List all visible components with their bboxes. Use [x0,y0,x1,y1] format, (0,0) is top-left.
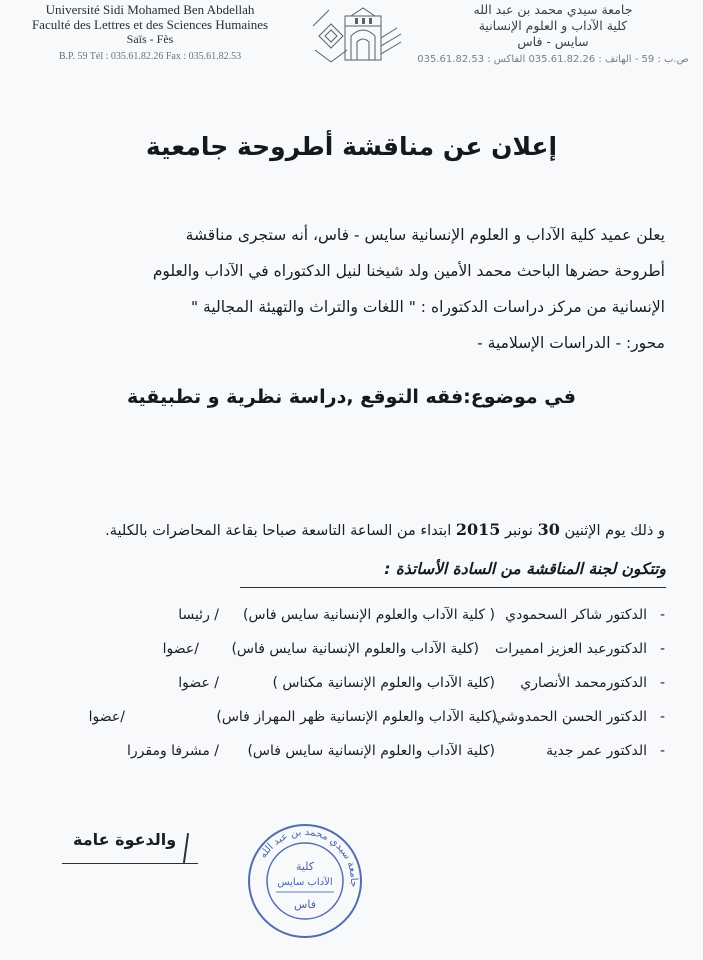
member-institution: (كلية الآداب والعلوم الإنسانية سايس فاس) [247,743,495,759]
member-name: الدكتورعبد العزيز امميرات [495,641,647,657]
member-name: الدكتور عمر جدية [546,743,647,759]
committee-underline [240,587,666,588]
location-fr: Saïs - Fès [126,32,174,46]
member-name: الدكتورمحمد الأنصاري [520,675,647,691]
list-dash: - [659,743,665,759]
stamp-center-line-2: الآداب سايس [277,877,333,888]
member-role: /عضوا [162,641,199,657]
date-month: نونبر [505,523,533,539]
contact-fr: B.P. 59 Tél : 035.61.82.26 Fax : 035.61.82.53 [58,51,242,62]
date-prefix: و ذلك يوم الإثنين [564,523,665,539]
date-year: 2015 [455,520,501,539]
closing-invitation: والدعوة عامة [73,830,177,849]
member-institution: ( كلية الآداب والعلوم الإنسانية سايس فاس) [243,607,495,623]
committee-member [60,734,665,768]
header-french [0,0,300,64]
defense-date-line [60,520,665,539]
list-dash: - [659,675,665,691]
list-dash: - [659,607,665,623]
committee-member [60,598,665,632]
body-line-1: يعلن عميد كلية الآداب و العلوم الإنسانية سايس - فاس، أنه ستجرى مناقشة [185,226,665,244]
date-day: 30 [537,520,560,539]
closing-stroke [183,833,189,863]
stamp-bottom-text: فاس [293,898,317,911]
member-role: / مشرفا ومقررا [126,743,219,759]
member-role: / عضوا [178,675,219,691]
list-dash: - [659,709,665,725]
university-logo [311,6,403,64]
date-suffix: ابتداء من الساعة التاسعة صباحا بقاعة المحاضرات بالكلية. [105,523,452,539]
member-institution: (كلية الآداب والعلوم الإنسانية مكناس ) [272,675,495,691]
committee-heading: وتتكون لجنة المناقشة من السادة الأساتذة : [384,560,666,578]
member-institution: (كلية الآداب والعلوم الإنسانية ظهر المهراز فاس) [216,709,497,725]
location-ar: سايس - فاس [517,34,589,49]
faculty-name-ar: كلية الآداب و العلوم الإنسانية [478,18,628,33]
contact-ar: ص.ب : 59 - الهاتف : 035.61.82.26 الفاكس : 035.61.82.53 [417,54,689,65]
committee-member [60,632,665,666]
member-name: الدكتور الحسن الحمدوشي [494,709,647,725]
announcement-title: إعلان عن مناقشة أطروحة جامعية [145,132,558,161]
committee-members [60,598,665,768]
stamp-center-line-1: كلية [295,860,315,873]
body-line-2: أطروحة حضرها الباحث محمد الأمين ولد شيخنا لنيل الدكتوراه في الآداب والعلوم [152,262,665,280]
list-dash: - [659,641,665,657]
university-name-fr: Université Sidi Mohamed Ben Abdellah [45,2,255,17]
committee-member [60,700,665,734]
committee-member [60,666,665,700]
body-line-4: محور: - الدراسات الإسلامية - [477,334,665,352]
university-name-ar: جامعة سيدي محمد بن عبد الله [473,2,633,17]
stamp-ring-text: جامعة سيدي محمد بن عبد الله [257,826,360,888]
thesis-subject: في موضوع:فقه التوقع ,دراسة نظرية و تطبيقية [127,386,576,408]
body-line-3: الإنسانية من مركز دراسات الدكتوراه : " اللغات والتراث والتهيئة المجالية " [190,298,665,316]
member-role: /عضوا [88,709,125,725]
member-role: / رئيسا [178,607,219,623]
closing-underline [62,863,198,864]
announcement-body [56,220,665,364]
member-name: الدكتور شاكر السحمودي [505,607,647,623]
faculty-stamp [246,822,364,940]
member-institution: (كلية الآداب والعلوم الإنسانية سايس فاس) [231,641,479,657]
faculty-name-fr: Faculté des Lettres et des Sciences Humaines [31,17,269,32]
header-arabic [403,2,703,67]
